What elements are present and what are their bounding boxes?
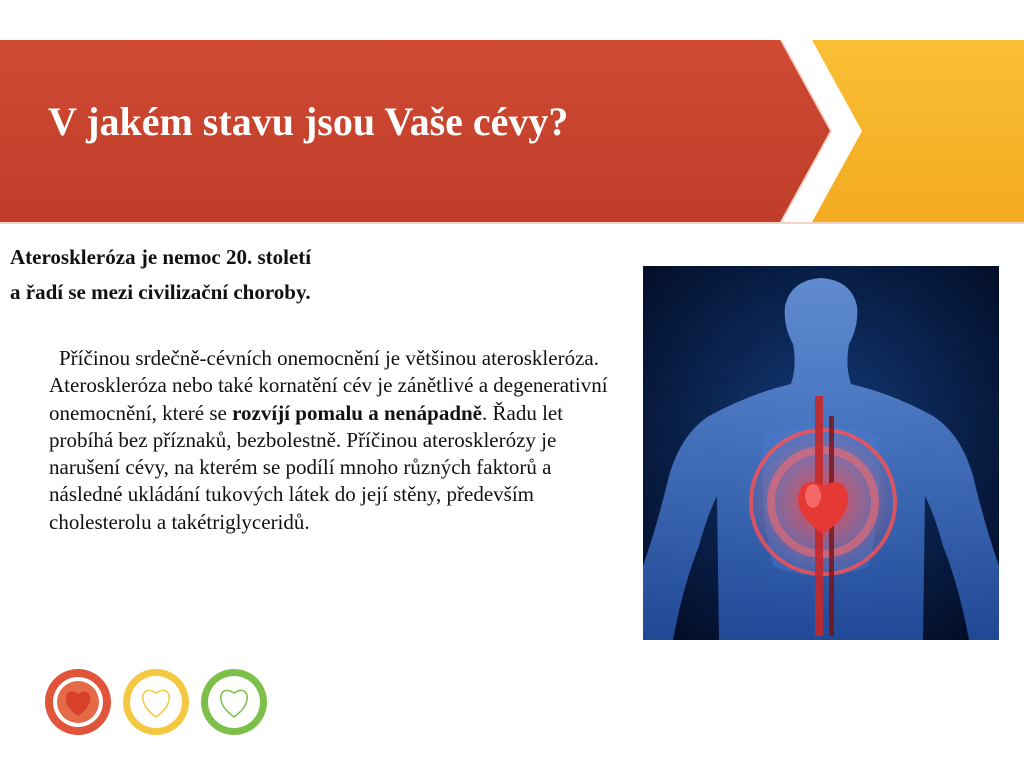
subtitle bbox=[10, 240, 311, 310]
heart-icons bbox=[42, 664, 272, 740]
subtitle-line-1: Ateroskleróza je nemoc 20. století bbox=[10, 245, 312, 269]
human-body-illustration bbox=[643, 266, 999, 640]
paragraph-part-1: Příčinou srdečně-cévních onemocnění je většinou ateroskleróza. Ateroskleróza nebo také kornatění cév je zánětlivé a degenerativní onemocnění, které se bbox=[49, 346, 608, 425]
paragraph-part-2: . Řadu let probíhá bez příznaků, bezbolestně. Příčinou aterosklerózy je narušení cévy, na kterém se podílí mnoho různých faktorů a následné ukládání tukových látek do její stěny, především cholesterolu a takétriglyceridů. bbox=[49, 400, 564, 534]
subtitle-line-2: a řadí se mezi civilizační choroby. bbox=[10, 280, 311, 304]
heart-outline-green-icon bbox=[201, 669, 267, 735]
body-paragraph bbox=[49, 345, 609, 536]
heart-outline-yellow-icon bbox=[123, 669, 189, 735]
heart-red-icon bbox=[45, 669, 111, 735]
paragraph-bold: rozvíjí pomalu a nenápadně bbox=[232, 400, 482, 425]
page-title: V jakém stavu jsou Vaše cévy? bbox=[48, 99, 569, 144]
